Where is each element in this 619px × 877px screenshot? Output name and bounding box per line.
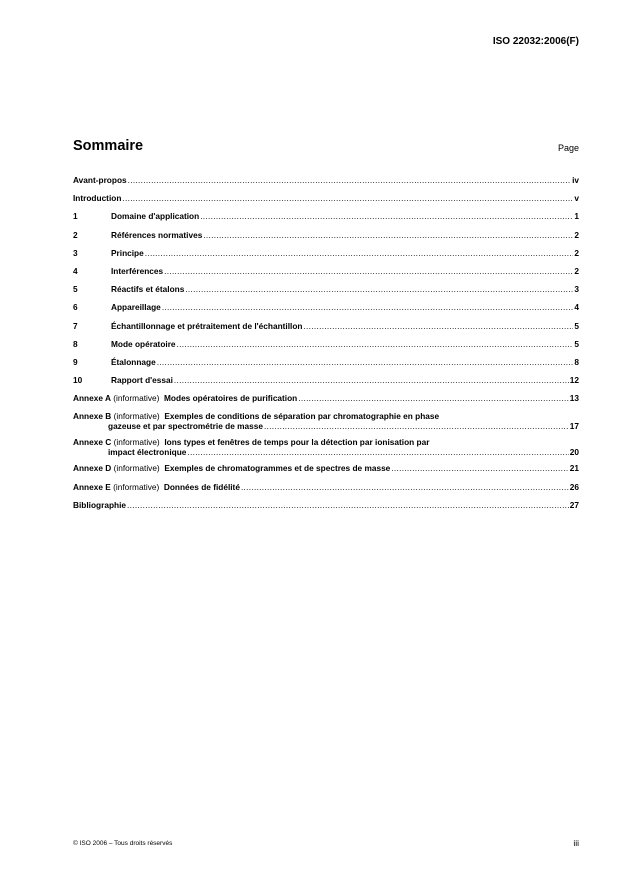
dot-leader — [128, 175, 571, 185]
toc-entry-title: Références normatives — [111, 229, 203, 240]
toc-entry-page: 13 — [569, 393, 579, 404]
toc-entry-number: 6 — [73, 302, 78, 313]
annex-title-continued: gazeuse et par spectrométrie de masse — [108, 421, 263, 432]
toc-entry-page: 5 — [574, 320, 579, 331]
dot-leader — [203, 230, 573, 240]
page-number: iii — [573, 838, 579, 848]
toc-entry-9[interactable] — [73, 357, 579, 367]
toc-entry-7[interactable] — [73, 321, 579, 331]
toc-entry-number: 5 — [73, 284, 78, 295]
annex-type: (informative) — [113, 481, 160, 492]
toc-entry-page: 26 — [569, 481, 579, 492]
toc-entry-bibliography[interactable] — [73, 500, 579, 510]
toc-entry-number: 2 — [73, 229, 78, 240]
annex-label: Annexe A — [73, 393, 111, 404]
toc-entry-foreword[interactable] — [73, 175, 579, 185]
dot-leader — [298, 393, 569, 403]
toc-entry-5[interactable] — [73, 284, 579, 294]
dot-leader — [185, 284, 573, 294]
annex-title: Exemples de chromatogrammes et de spectres de masse — [164, 463, 391, 474]
toc-entry-page: 27 — [569, 499, 579, 510]
annex-label: Annexe E — [73, 481, 111, 492]
toc-annex-e[interactable] — [73, 482, 579, 492]
annex-title: Ions types et fenêtres de temps pour la détection par ionisation par — [164, 437, 430, 448]
toc-entry-title: Mode opératoire — [111, 338, 176, 349]
toc-entry-page: 4 — [574, 302, 579, 313]
toc-entry-number: 7 — [73, 320, 78, 331]
toc-entry-2[interactable] — [73, 230, 579, 240]
dot-leader — [127, 500, 569, 510]
toc-entry-number: 8 — [73, 338, 78, 349]
annex-title-continued: impact électronique — [108, 447, 187, 458]
toc-annex-d[interactable] — [73, 463, 579, 473]
dot-leader — [162, 302, 574, 312]
toc-entry-title: Étalonnage — [111, 356, 156, 367]
annex-type: (informative) — [113, 437, 160, 448]
toc-entry-page: 2 — [574, 265, 579, 276]
toc-entry-4[interactable] — [73, 266, 579, 276]
annex-label: Annexe C — [73, 437, 112, 448]
toc-annex-c[interactable] — [73, 437, 579, 457]
toc-entry-title: Réactifs et étalons — [111, 284, 185, 295]
toc-entry-3[interactable] — [73, 248, 579, 258]
dot-leader — [187, 447, 568, 457]
toc-entry-6[interactable] — [73, 302, 579, 312]
toc-entry-number: 4 — [73, 265, 78, 276]
toc-entry-8[interactable] — [73, 339, 579, 349]
toc-entry-page: 5 — [574, 338, 579, 349]
dot-leader — [122, 193, 573, 203]
annex-title: Modes opératoires de purification — [164, 393, 298, 404]
copyright-notice: © ISO 2006 – Tous droits réservés — [73, 840, 173, 847]
dot-leader — [145, 248, 574, 258]
toc-entry-title: Avant-propos — [73, 175, 127, 185]
toc-entry-introduction[interactable] — [73, 193, 579, 203]
toc-entry-page: 12 — [569, 375, 579, 386]
toc-entry-page: iv — [572, 175, 579, 185]
dot-leader — [164, 266, 573, 276]
toc-entry-page: 21 — [569, 463, 579, 474]
page-column-label: Page — [557, 143, 579, 153]
annex-label: Annexe B — [73, 411, 112, 422]
toc-entry-title: Interférences — [111, 265, 164, 276]
toc-entry-page: 2 — [574, 247, 579, 258]
dot-leader — [391, 463, 568, 473]
toc-entry-number: 1 — [73, 211, 78, 222]
toc-annex-a[interactable] — [73, 393, 579, 403]
annex-type: (informative) — [113, 411, 160, 422]
toc-entry-title: Introduction — [73, 193, 122, 204]
toc-entry-title: Rapport d'essai — [111, 375, 173, 386]
dot-leader — [200, 211, 573, 221]
toc-entry-10[interactable] — [73, 375, 579, 385]
toc-entry-title: Principe — [111, 247, 144, 258]
dot-leader — [157, 357, 574, 367]
annex-type: (informative) — [113, 463, 160, 474]
dot-leader — [177, 339, 574, 349]
page-title: Sommaire — [73, 138, 144, 154]
toc-entry-page: 3 — [574, 284, 579, 295]
toc-entry-title: Échantillonnage et prétraitement de l'échantillon — [111, 320, 303, 331]
toc-entry-number: 9 — [73, 356, 78, 367]
toc-entry-title: Bibliographie — [73, 499, 127, 510]
toc-entry-number: 10 — [73, 375, 83, 386]
toc-entry-title: Appareillage — [111, 302, 161, 313]
document-id: ISO 22032:2006(F) — [492, 36, 579, 47]
dot-leader — [241, 482, 569, 492]
dot-leader — [303, 321, 573, 331]
dot-leader — [174, 375, 569, 385]
toc-entry-page: v — [574, 193, 579, 204]
toc-entry-title: Domaine d'application — [111, 211, 200, 222]
annex-title: Données de fidélité — [163, 481, 240, 492]
toc-entry-page: 17 — [569, 421, 579, 432]
toc-entry-number: 3 — [73, 247, 78, 258]
annex-label: Annexe D — [73, 463, 112, 474]
toc-entry-page: 1 — [574, 211, 579, 222]
toc-entry-page: 8 — [574, 356, 579, 367]
table-of-contents — [73, 175, 579, 518]
annex-type: (informative) — [113, 393, 160, 404]
toc-entry-page: 2 — [574, 229, 579, 240]
toc-annex-b[interactable] — [73, 411, 579, 431]
dot-leader — [264, 421, 569, 431]
annex-title: Exemples de conditions de séparation par chromatographie en phase — [164, 411, 440, 422]
toc-entry-1[interactable] — [73, 211, 579, 221]
toc-entry-page: 20 — [569, 447, 579, 458]
